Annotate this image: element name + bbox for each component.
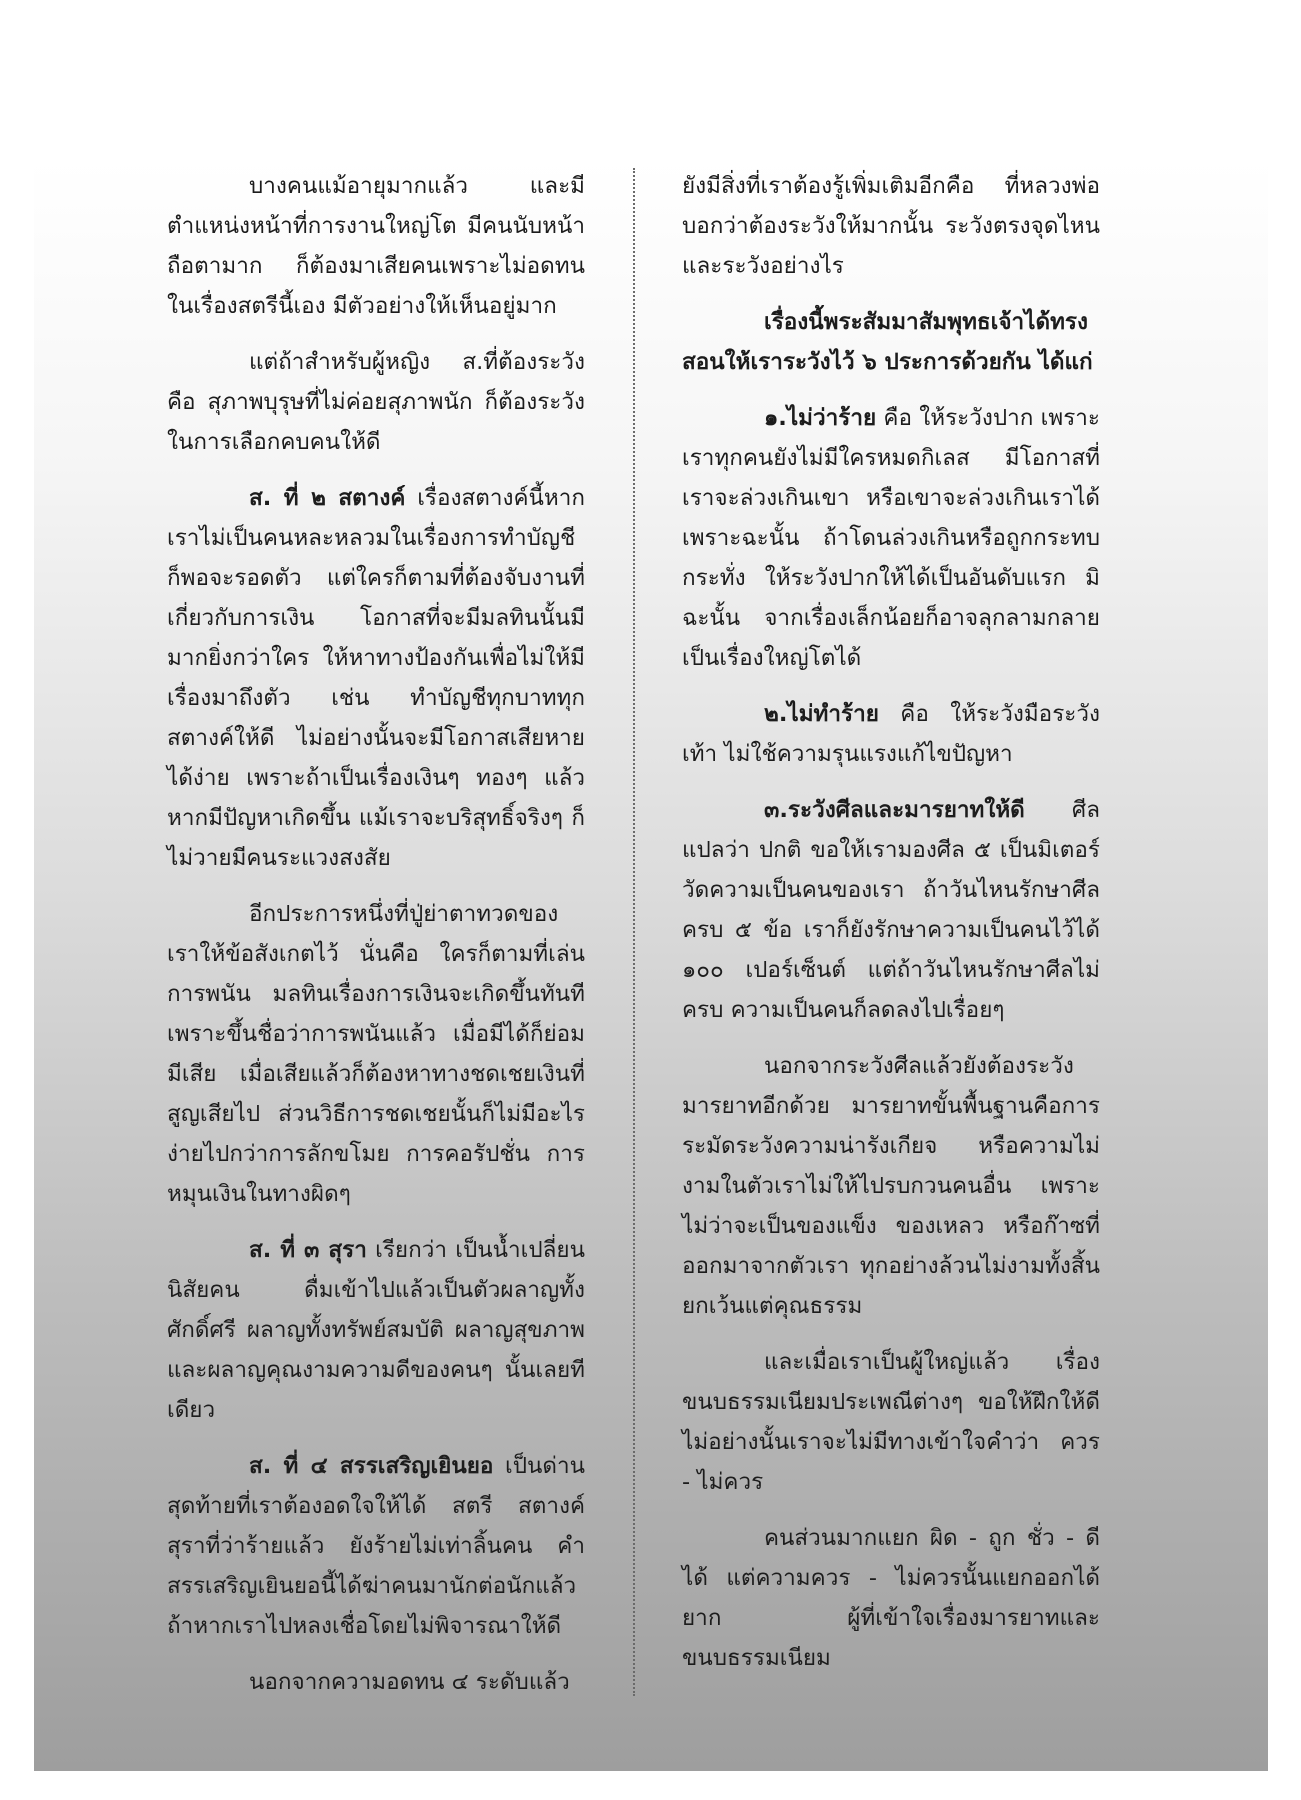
paragraph	[682, 166, 1100, 286]
paragraph-heading: ๑.ไม่ว่าร้าย	[764, 405, 877, 431]
left-column	[167, 166, 585, 1718]
right-column	[682, 166, 1100, 1694]
paragraph-text: เรื่องสตางค์นี้หากเราไม่เป็นคนหละหลวมในเรื่องการทำบัญชี ก็พอจะรอดตัว แต่ใครก็ตามที่ต้องจับงานที่เกี่ยวกับการเงิน โอกาสที่จะมีมลทินนั้นมีมากยิ่งกว่าใคร ให้หาทางป้องกันเพื่อไม่ให้มีเรื่องมาถึงตัว เช่น ทำบัญชีทุกบาททุกสตางค์ให้ดี ไม่อย่างนั้นจะมีโอกาสเสียหายได้ง่าย เพราะถ้าเป็นเรื่องเงินๆ ทองๆ แล้ว หากมีปัญหาเกิดขึ้น แม้เราจะบริสุทธิ์จริงๆ ก็ไม่วายมีคนระแวงสงสัย	[167, 485, 585, 871]
paragraph	[682, 1342, 1100, 1502]
paragraph	[167, 478, 585, 878]
column-divider	[633, 168, 635, 1696]
paragraph-heading: ส. ที่ ๓ สุรา	[249, 1237, 367, 1263]
paragraph-text: คนส่วนมากแยก ผิด - ถูก ชั่ว - ดี ได้ แต่ความควร - ไม่ควรนั้นแยกออกได้ยาก ผู้ที่เข้าใจเรื่องมารยาทและขนบธรรมเนียม	[682, 1525, 1100, 1671]
paragraph	[682, 398, 1100, 678]
paragraph	[167, 1662, 585, 1702]
paragraph-text: ยังมีสิ่งที่เราต้องรู้เพิ่มเติมอีกคือ ที่หลวงพ่อบอกว่าต้องระวังให้มากนั้น ระวังตรงจุดไหน และระวังอย่างไร	[682, 173, 1100, 279]
paragraph-heading: เรื่องนี้พระสัมมาสัมพุทธเจ้าได้ทรงสอนให้เราระวังไว้ ๖ ประการด้วยกัน ได้แก่	[682, 309, 1093, 375]
paragraph	[167, 166, 585, 326]
paragraph-heading: ๓.ระวังศีลและมารยาทให้ดี	[764, 797, 1025, 823]
paragraph-heading: ส. ที่ ๒ สตางค์	[249, 485, 406, 511]
paragraph-text: และเมื่อเราเป็นผู้ใหญ่แล้ว เรื่องขนบธรรมเนียมประเพณีต่างๆ ขอให้ฝึกให้ดี ไม่อย่างนั้นเราจะไม่มีทางเข้าใจคำว่า ควร - ไม่ควร	[682, 1349, 1100, 1495]
paragraph-text: นอกจากระวังศีลแล้วยังต้องระวังมารยาทอีกด้วย มารยาทขั้นพื้นฐานคือการระมัดระวังความน่ารังเกียจ หรือความไม่งามในตัวเราไม่ให้ไปรบกวนคนอื่น เพราะไม่ว่าจะเป็นของแข็ง ของเหลว หรือก๊าซที่ออกมาจากตัวเรา ทุกอย่างล้วนไม่งามทั้งสิ้น ยกเว้นแต่คุณธรรม	[682, 1053, 1100, 1319]
paragraph-text: นอกจากความอดทน ๔ ระดับแล้ว	[249, 1669, 570, 1695]
paragraph	[167, 894, 585, 1214]
paragraph	[682, 1046, 1100, 1326]
paragraph-text: บางคนแม้อายุมากแล้ว และมีตำแหน่งหน้าที่การงานใหญ่โต มีคนนับหน้าถือตามาก ก็ต้องมาเสียคนเพราะไม่อดทนในเรื่องสตรีนี้เอง มีตัวอย่างให้เห็นอยู่มาก	[167, 173, 585, 319]
paragraph-text: เป็นด่านสุดท้ายที่เราต้องอดใจให้ได้ สตรี สตางค์ สุราที่ว่าร้ายแล้ว ยังร้ายไม่เท่าลิ้นคน คำสรรเสริญเยินยอนี้ได้ฆ่าคนมานักต่อนักแล้ว ถ้าหากเราไปหลงเชื่อโดยไม่พิจารณาให้ดี	[167, 1453, 585, 1639]
paragraph-text: ศีล แปลว่า ปกติ ขอให้เรามองศีล ๕ เป็นมิเตอร์วัดความเป็นคนของเรา ถ้าวันไหนรักษาศีลครบ ๕ ข้อ เราก็ยังรักษาความเป็นคนไว้ได้ ๑๐๐ เปอร์เซ็นต์ แต่ถ้าวันไหนรักษาศีลไม่ครบ ความเป็นคนก็ลดลงไปเรื่อยๆ	[682, 797, 1100, 1023]
paragraph	[682, 302, 1100, 382]
paragraph	[167, 342, 585, 462]
paragraph	[682, 790, 1100, 1030]
paragraph-text: อีกประการหนึ่งที่ปู่ย่าตาทวดของเราให้ข้อสังเกตไว้ นั่นคือ ใครก็ตามที่เล่นการพนัน มลทินเรื่องการเงินจะเกิดขึ้นทันที เพราะขึ้นชื่อว่าการพนันแล้ว เมื่อมีได้ก็ย่อมมีเสีย เมื่อเสียแล้วก็ต้องหาทางชดเชยเงินที่สูญเสียไป ส่วนวิธีการชดเชยนั้นก็ไม่มีอะไรง่ายไปกว่าการลักขโมย การคอรัปชั่น การหมุนเงินในทางผิดๆ	[167, 901, 585, 1207]
paragraph	[682, 1518, 1100, 1678]
paragraph-text: คือ ให้ระวังมือระวังเท้า ไม่ใช้ความรุนแรงแก้ไขปัญหา	[682, 701, 1100, 767]
paragraph-text: เรียกว่า เป็นน้ำเปลี่ยนนิสัยคน ดื่มเข้าไปแล้วเป็นตัวผลาญทั้งศักดิ์ศรี ผลาญทั้งทรัพย์สมบัติ ผลาญสุขภาพ และผลาญคุณงามความดีของคนๆ นั้นเลยทีเดียว	[167, 1237, 585, 1423]
paragraph	[167, 1230, 585, 1430]
paragraph-heading: ๒.ไม่ทำร้าย	[764, 701, 879, 727]
paragraph-heading: ส. ที่ ๔ สรรเสริญเยินยอ	[249, 1453, 494, 1479]
paragraph	[682, 694, 1100, 774]
paragraph	[167, 1446, 585, 1646]
paragraph-text: คือ ให้ระวังปาก เพราะเราทุกคนยังไม่มีใครหมดกิเลส มีโอกาสที่เราจะล่วงเกินเขา หรือเขาจะล่วงเกินเราได้ เพราะฉะนั้น ถ้าโดนล่วงเกินหรือถูกกระทบกระทั่ง ให้ระวังปากให้ได้เป็นอันดับแรก มิฉะนั้น จากเรื่องเล็กน้อยก็อาจลุกลามกลายเป็นเรื่องใหญ่โตได้	[682, 405, 1100, 671]
paragraph-text: แต่ถ้าสำหรับผู้หญิง ส.ที่ต้องระวัง คือ สุภาพบุรุษที่ไม่ค่อยสุภาพนัก ก็ต้องระวังในการเลือกคบคนให้ดี	[167, 349, 585, 455]
